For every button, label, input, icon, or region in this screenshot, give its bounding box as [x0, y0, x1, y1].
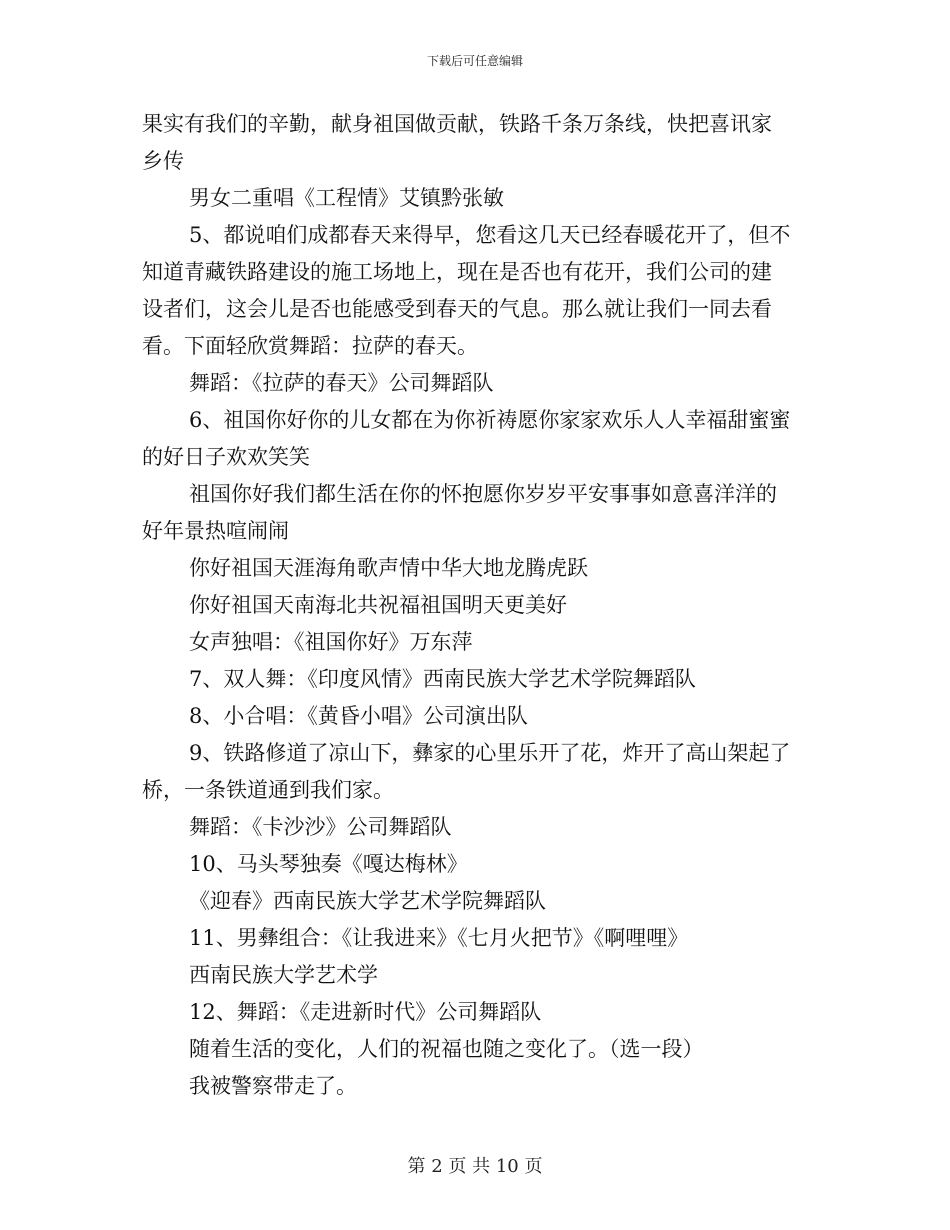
text-line: 西南民族大学艺术学 — [189, 963, 378, 987]
text-line: 乡传 — [142, 149, 184, 173]
text-line: 我被警察带走了。 — [189, 1074, 357, 1098]
text-line: 《迎春》西南民族大学艺术学院舞蹈队 — [189, 889, 546, 913]
text-line: 舞蹈：《拉萨的春天》公司舞蹈队 — [189, 371, 494, 395]
text-line: 7、双人舞：《印度风情》西南民族大学艺术学院舞蹈队 — [189, 667, 696, 691]
text-line: 12、舞蹈：《走进新时代》公司舞蹈队 — [189, 1000, 542, 1024]
text-line: 6、祖国你好你的儿女都在为你祈祷愿你家家欢乐人人幸福甜蜜蜜 — [189, 408, 791, 432]
text-line: 设者们，这会儿是否也能感受到春天的气息。那么就让我们一同去看 — [142, 297, 772, 321]
text-line: 的好日子欢欢笑笑 — [142, 445, 310, 469]
text-line: 11、男彝组合：《让我进来》《七月火把节》《啊哩哩》 — [189, 926, 689, 950]
text-line: 8、小合唱：《黄昏小唱》公司演出队 — [189, 704, 528, 728]
text-line: 9、铁路修道了凉山下，彝家的心里乐开了花，炸开了高山架起了 — [189, 741, 791, 765]
text-line: 果实有我们的辛勤，献身祖国做贡献，铁路千条万条线，快把喜讯家 — [142, 112, 772, 136]
document-body — [142, 106, 812, 1105]
text-line: 你好祖国天涯海角歌声情中华大地龙腾虎跃 — [189, 556, 588, 580]
text-line: 女声独唱：《祖国你好》万东萍 — [189, 630, 473, 654]
page-number: 第 2 页 共 10 页 — [407, 1156, 543, 1177]
text-line: 舞蹈：《卡沙沙》公司舞蹈队 — [189, 815, 452, 839]
text-line: 桥，一条铁道通到我们家。 — [142, 778, 394, 802]
text-line: 知道青藏铁路建设的施工场地上，现在是否也有花开，我们公司的建 — [142, 260, 772, 284]
text-line: 10、马头琴独奏《嘎达梅林》 — [189, 852, 468, 876]
text-line: 随着生活的变化，人们的祝福也随之变化了。（选一段） — [189, 1037, 704, 1061]
text-line: 祖国你好我们都生活在你的怀抱愿你岁岁平安事事如意喜洋洋的 — [189, 482, 777, 506]
text-line: 好年景热喧闹闹 — [142, 519, 289, 543]
text-line: 你好祖国天南海北共祝福祖国明天更美好 — [189, 593, 567, 617]
text-line: 男女二重唱《工程情》艾镇黔张敏 — [189, 186, 504, 210]
page-header: 下载后可任意编辑 — [426, 54, 523, 68]
text-line: 5、都说咱们成都春天来得早，您看这几天已经春暖花开了，但不 — [189, 223, 791, 247]
text-line: 看。下面轻欣赏舞蹈：拉萨的春天。 — [142, 334, 478, 358]
